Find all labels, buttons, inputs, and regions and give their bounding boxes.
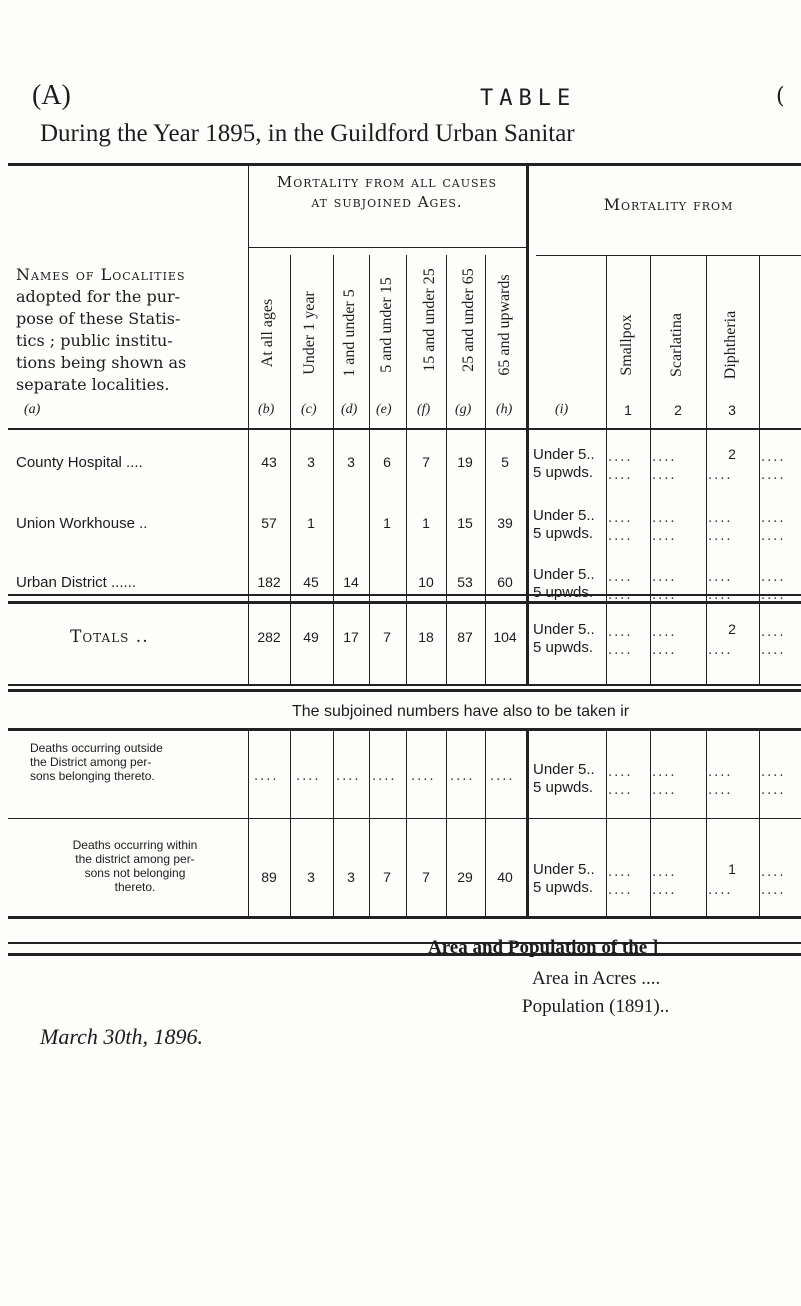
col-header-under-1: Under 1 year xyxy=(301,291,318,375)
totals-dots: .... xyxy=(708,643,733,658)
extra-row-1-label xyxy=(30,741,163,783)
row-2-dots: .... xyxy=(608,529,633,544)
col-letter-g: (g) xyxy=(455,402,472,417)
extra-row-2-dots: .... xyxy=(608,865,633,880)
row-3-value: 14 xyxy=(343,574,359,590)
totals-top-rule xyxy=(8,953,801,956)
row-1-dots: .... xyxy=(761,468,786,483)
row-3-dots: .... xyxy=(652,588,677,603)
row-3-age-5up: 5 upwds. xyxy=(533,584,594,601)
disease-number-3: 3 xyxy=(728,402,736,418)
totals-dots: .... xyxy=(608,643,633,658)
row-2-value: 1 xyxy=(383,515,391,531)
row-1-name: County Hospital .... xyxy=(16,454,143,471)
col-letter-h: (h) xyxy=(496,402,513,417)
row-2-dots: .... xyxy=(708,511,733,526)
extra-row-1-dots: .... xyxy=(254,769,279,784)
names-header-line-3: pose of these Statis- xyxy=(16,309,181,328)
extra-row-2-age-under5: Under 5.. xyxy=(533,861,595,878)
col-header-at-all-ages: At all ages xyxy=(259,298,276,368)
row-3-dots: .... xyxy=(608,570,633,585)
extra-row-1-dots: .... xyxy=(450,769,475,784)
totals-value: 17 xyxy=(343,629,359,645)
extra-row-1-dots: .... xyxy=(296,769,321,784)
report-date: March 30th, 1896. xyxy=(40,1024,203,1049)
row-1-value: 43 xyxy=(261,454,277,470)
row-1-diphtheria-value: 2 xyxy=(728,446,736,462)
area-acres-label: Area in Acres .... xyxy=(532,968,661,989)
totals-bottom-line xyxy=(8,684,801,686)
row-2-value: 57 xyxy=(261,515,277,531)
extra-row-1-dots: .... xyxy=(652,765,677,780)
row-2-dots: .... xyxy=(761,529,786,544)
top-rule xyxy=(8,163,801,166)
extra-row-2-dots: .... xyxy=(652,883,677,898)
area-population-label: Population (1891).. xyxy=(522,996,670,1017)
row-1-dots: .... xyxy=(608,468,633,483)
row-3-age-under5: Under 5.. xyxy=(533,566,595,583)
extra-row-2-value: 40 xyxy=(497,869,513,885)
row-1-dots: .... xyxy=(652,468,677,483)
totals-dots: .... xyxy=(652,643,677,658)
col-header-smallpox: Smallpox xyxy=(618,314,635,376)
row-2-age-under5: Under 5.. xyxy=(533,507,595,524)
row-3-dots: .... xyxy=(761,570,786,585)
extra-row-1-dots: .... xyxy=(411,769,436,784)
extra-row-1-dots: .... xyxy=(761,765,786,780)
names-header-line-2: adopted for the pur- xyxy=(16,287,181,306)
table-paren: ( xyxy=(776,84,785,109)
extra-row-2-dots: .... xyxy=(761,883,786,898)
extra-row-2-line-2: the district among per- xyxy=(75,852,195,866)
row-1-value: 5 xyxy=(501,454,509,470)
row-1-value: 3 xyxy=(307,454,315,470)
row-2-dots: .... xyxy=(652,529,677,544)
table-label: (A) xyxy=(32,80,71,111)
mortality-all-causes-line1: Mortality from all causes xyxy=(276,173,498,191)
row-1-age-under5: Under 5.. xyxy=(533,446,595,463)
row-3-value: 182 xyxy=(257,574,281,590)
col-letter-i: (i) xyxy=(555,402,569,417)
mortality-from-header: Mortality from xyxy=(603,195,734,214)
extra-row-2-label xyxy=(30,838,240,894)
totals-value: 282 xyxy=(257,629,281,645)
subjoined-note: The subjoined numbers have also to be taken ir xyxy=(292,703,630,720)
mortality-all-causes-line2: at subjoined Ages. xyxy=(311,193,463,211)
col-header-1-to-5: 1 and under 5 xyxy=(341,289,358,377)
totals-dots: .... xyxy=(608,625,633,640)
extra-row-2-value: 29 xyxy=(457,869,473,885)
row-1-value: 19 xyxy=(457,454,473,470)
row-2-dots: .... xyxy=(761,511,786,526)
extra-row-1-line-3: sons belonging thereto. xyxy=(30,769,155,783)
row-1-dots: .... xyxy=(608,450,633,465)
totals-age-under5: Under 5.. xyxy=(533,621,595,638)
col-header-15-to-25: 15 and under 25 xyxy=(421,268,438,372)
totals-value: 49 xyxy=(303,629,319,645)
row-1-age-5up: 5 upwds. xyxy=(533,464,594,481)
extra-row-1-dots: .... xyxy=(490,769,515,784)
extra-row-2-dots: .... xyxy=(708,883,733,898)
row-3-value: 10 xyxy=(418,574,434,590)
names-header-line-5: tions being shown as xyxy=(16,353,187,372)
extra-bottom-line xyxy=(8,916,801,919)
extra-row-1-dots: .... xyxy=(608,765,633,780)
row-3-dots: .... xyxy=(652,570,677,585)
totals-dots: .... xyxy=(652,625,677,640)
extra-row-2-dots: .... xyxy=(652,865,677,880)
totals-value: 104 xyxy=(493,629,517,645)
row-3-name: Urban District ...... xyxy=(16,574,137,591)
extra-row-1-age-5up: 5 upwds. xyxy=(533,779,594,796)
row-2-dots: .... xyxy=(608,511,633,526)
extra-row-2-dots: .... xyxy=(761,865,786,880)
extra-row-2-line-4: thereto. xyxy=(114,880,156,894)
row-1-value: 6 xyxy=(383,454,391,470)
totals-diphtheria-value: 2 xyxy=(728,621,736,637)
totals-value: 87 xyxy=(457,629,473,645)
row-2-dots: .... xyxy=(652,511,677,526)
col-letter-b: (b) xyxy=(258,402,275,417)
table-word: TABLE xyxy=(480,86,577,111)
extra-row-1-dots: .... xyxy=(761,783,786,798)
extra-row-1-line-1: Deaths occurring outside xyxy=(30,741,163,755)
mortality-from-rule xyxy=(536,255,801,256)
row-2-dots: .... xyxy=(708,529,733,544)
extra-row-2-value: 7 xyxy=(422,869,430,885)
extra-row-2-age-5up: 5 upwds. xyxy=(533,879,594,896)
extra-row-2-line-3: sons not belonging xyxy=(84,866,186,880)
extra-row-1-dots: .... xyxy=(372,769,397,784)
row-1-dots: .... xyxy=(708,468,733,483)
col-letter-f: (f) xyxy=(417,402,431,417)
mortality-header-rule xyxy=(248,247,526,248)
extra-row-1-dots: .... xyxy=(652,783,677,798)
totals-dots: .... xyxy=(761,643,786,658)
extra-top-line xyxy=(8,728,801,731)
row-2-value: 1 xyxy=(307,515,315,531)
extra-row-2-line-1: Deaths occurring within xyxy=(72,838,198,852)
col-letter-d: (d) xyxy=(341,402,358,417)
row-3-dots: .... xyxy=(608,588,633,603)
extra-row-1-age-under5: Under 5.. xyxy=(533,761,595,778)
col-letter-c: (c) xyxy=(301,402,317,417)
names-header xyxy=(16,264,186,396)
row-2-name: Union Workhouse .. xyxy=(16,515,148,532)
col-header-5-to-15: 5 and under 15 xyxy=(378,277,395,373)
row-3-value: 45 xyxy=(303,574,319,590)
totals-dots: .... xyxy=(761,625,786,640)
col-header-65-upwards: 65 and upwards xyxy=(496,274,513,376)
extra-row-1-dots: .... xyxy=(708,765,733,780)
col-letter-e: (e) xyxy=(376,402,392,417)
totals-age-5up: 5 upwds. xyxy=(533,639,594,656)
extra-row-2-diphtheria-value: 1 xyxy=(728,861,736,877)
extra-row-1-dots: .... xyxy=(708,783,733,798)
row-2-value: 1 xyxy=(422,515,430,531)
row-1-dots: .... xyxy=(761,450,786,465)
extra-row-2-dots: .... xyxy=(608,883,633,898)
disease-number-2: 2 xyxy=(674,402,682,418)
extra-row-2-value: 7 xyxy=(383,869,391,885)
header-bottom-rule xyxy=(8,942,801,944)
page-subtitle: During the Year 1895, in the Guildford Urban Sanitar xyxy=(40,120,575,147)
area-title: Area and Population of the ] xyxy=(428,937,659,958)
row-3-dots: .... xyxy=(761,588,786,603)
row-1-value: 7 xyxy=(422,454,430,470)
extra-row-1-dots: .... xyxy=(336,769,361,784)
row-3-dots: .... xyxy=(708,588,733,603)
col-header-diphtheria: Diphtheria xyxy=(722,310,739,380)
row-1-dots: .... xyxy=(652,450,677,465)
extra-row-2-value: 3 xyxy=(347,869,355,885)
extra-row-2-value: 89 xyxy=(261,869,277,885)
col-letter-a: (a) xyxy=(24,402,41,417)
totals-value: 7 xyxy=(383,629,391,645)
extra-row-1-line-2: the District among per- xyxy=(30,755,152,769)
extra-row-2-value: 3 xyxy=(307,869,315,885)
column-head-rule xyxy=(8,428,801,430)
row-2-value: 39 xyxy=(497,515,513,531)
row-2-age-5up: 5 upwds. xyxy=(533,525,594,542)
names-header-line-4: tics ; public institu- xyxy=(16,331,173,350)
names-header-line-1: Names of Localities xyxy=(16,265,186,284)
row-2-value: 15 xyxy=(457,515,473,531)
col-header-scarlatina: Scarlatina xyxy=(668,313,685,377)
extra-mid-line xyxy=(8,818,801,819)
row-3-value: 53 xyxy=(457,574,473,590)
row-3-value: 60 xyxy=(497,574,513,590)
extra-row-1-dots: .... xyxy=(608,783,633,798)
totals-label: Totals .. xyxy=(70,627,149,647)
totals-bottom-line2 xyxy=(8,689,801,692)
row-1-value: 3 xyxy=(347,454,355,470)
totals-value: 18 xyxy=(418,629,434,645)
row-3-dots: .... xyxy=(708,570,733,585)
names-header-line-6: separate localities. xyxy=(16,375,170,394)
col-header-25-to-65: 25 and under 65 xyxy=(460,268,477,372)
disease-number-1: 1 xyxy=(624,402,632,418)
